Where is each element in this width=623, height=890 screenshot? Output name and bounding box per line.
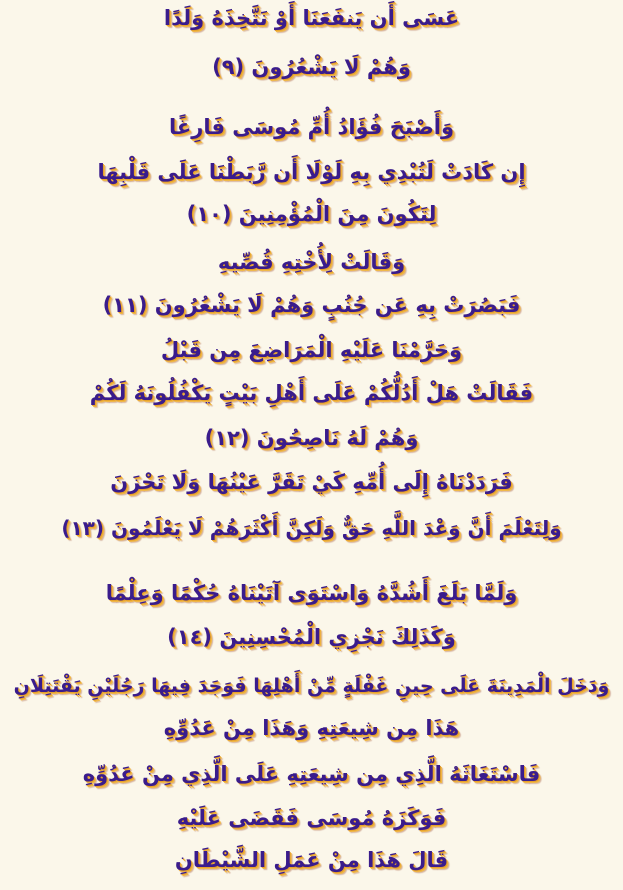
verse-line: عَسَى أَن يَنفَعَنَا أَوْ نَتَّخِذَهُ وَلَدًا — [163, 6, 460, 30]
verse-line: فَوَكَزَهُ مُوسَى فَقَضَى عَلَيْهِ — [176, 806, 447, 830]
verse-line: لِتَكُونَ مِنَ الْمُؤْمِنِينَ (١٠) — [186, 202, 437, 226]
verse-line: فَقَالَتْ هَلْ أَدُلُّكُمْ عَلَى أَهْلِ بَيْتٍ يَكْفُلُونَهُ لَكُمْ — [89, 381, 534, 405]
verse-line: هَذَا مِن شِيعَتِهِ وَهَذَا مِنْ عَدُوِّهِ — [163, 716, 460, 740]
verse-line: وَهُمْ لَهُ نَاصِحُونَ (١٢) — [204, 426, 419, 450]
verse-line: وَأَصْبَحَ فُؤَادُ أُمِّ مُوسَى فَارِغًا — [169, 115, 454, 139]
verse-line: وَلِتَعْلَمَ أَنَّ وَعْدَ اللَّهِ حَقٌّ وَلَكِنَّ أَكْثَرَهُمْ لَا يَعْلَمُونَ (١٣) — [61, 516, 562, 540]
verse-line: وَحَرَّمْنَا عَلَيْهِ الْمَرَاضِعَ مِن قَبْلُ — [160, 338, 463, 362]
verse-line: وَدَخَلَ الْمَدِينَةَ عَلَى حِينِ غَفْلَةٍ مِّنْ أَهْلِهَا فَوَجَدَ فِيهَا رَجُلَيْنِ يَقْتَتِلَانِ — [13, 675, 610, 697]
verse-line: وَهُمْ لَا يَشْعُرُونَ (٩) — [212, 55, 411, 79]
verse-line: وَلَمَّا بَلَغَ أَشُدَّهُ وَاسْتَوَى آتَيْنَاهُ حُكْمًا وَعِلْمًا — [105, 581, 518, 605]
verse-line: فَبَصُرَتْ بِهِ عَن جُنُبٍ وَهُمْ لَا يَشْعُرُونَ (١١) — [102, 293, 521, 317]
verse-line: وَكَذَلِكَ نَجْزِي الْمُحْسِنِينَ (١٤) — [167, 625, 456, 649]
verse-line: قَالَ هَذَا مِنْ عَمَلِ الشَّيْطَانِ — [174, 848, 449, 872]
verse-line: وَقَالَتْ لِأُخْتِهِ قُصِّيهِ — [217, 250, 406, 274]
verse-line: فَرَدَدْنَاهُ إِلَى أُمِّهِ كَيْ تَقَرَّ عَيْنُهَا وَلَا تَحْزَنَ — [110, 470, 513, 494]
verse-line: إِن كَادَتْ لَتُبْدِي بِهِ لَوْلَا أَن رَّبَطْنَا عَلَى قَلْبِهَا — [97, 160, 526, 184]
verse-line: فَاسْتَغَاثَهُ الَّذِي مِن شِيعَتِهِ عَلَى الَّذِي مِنْ عَدُوِّهِ — [82, 762, 541, 786]
